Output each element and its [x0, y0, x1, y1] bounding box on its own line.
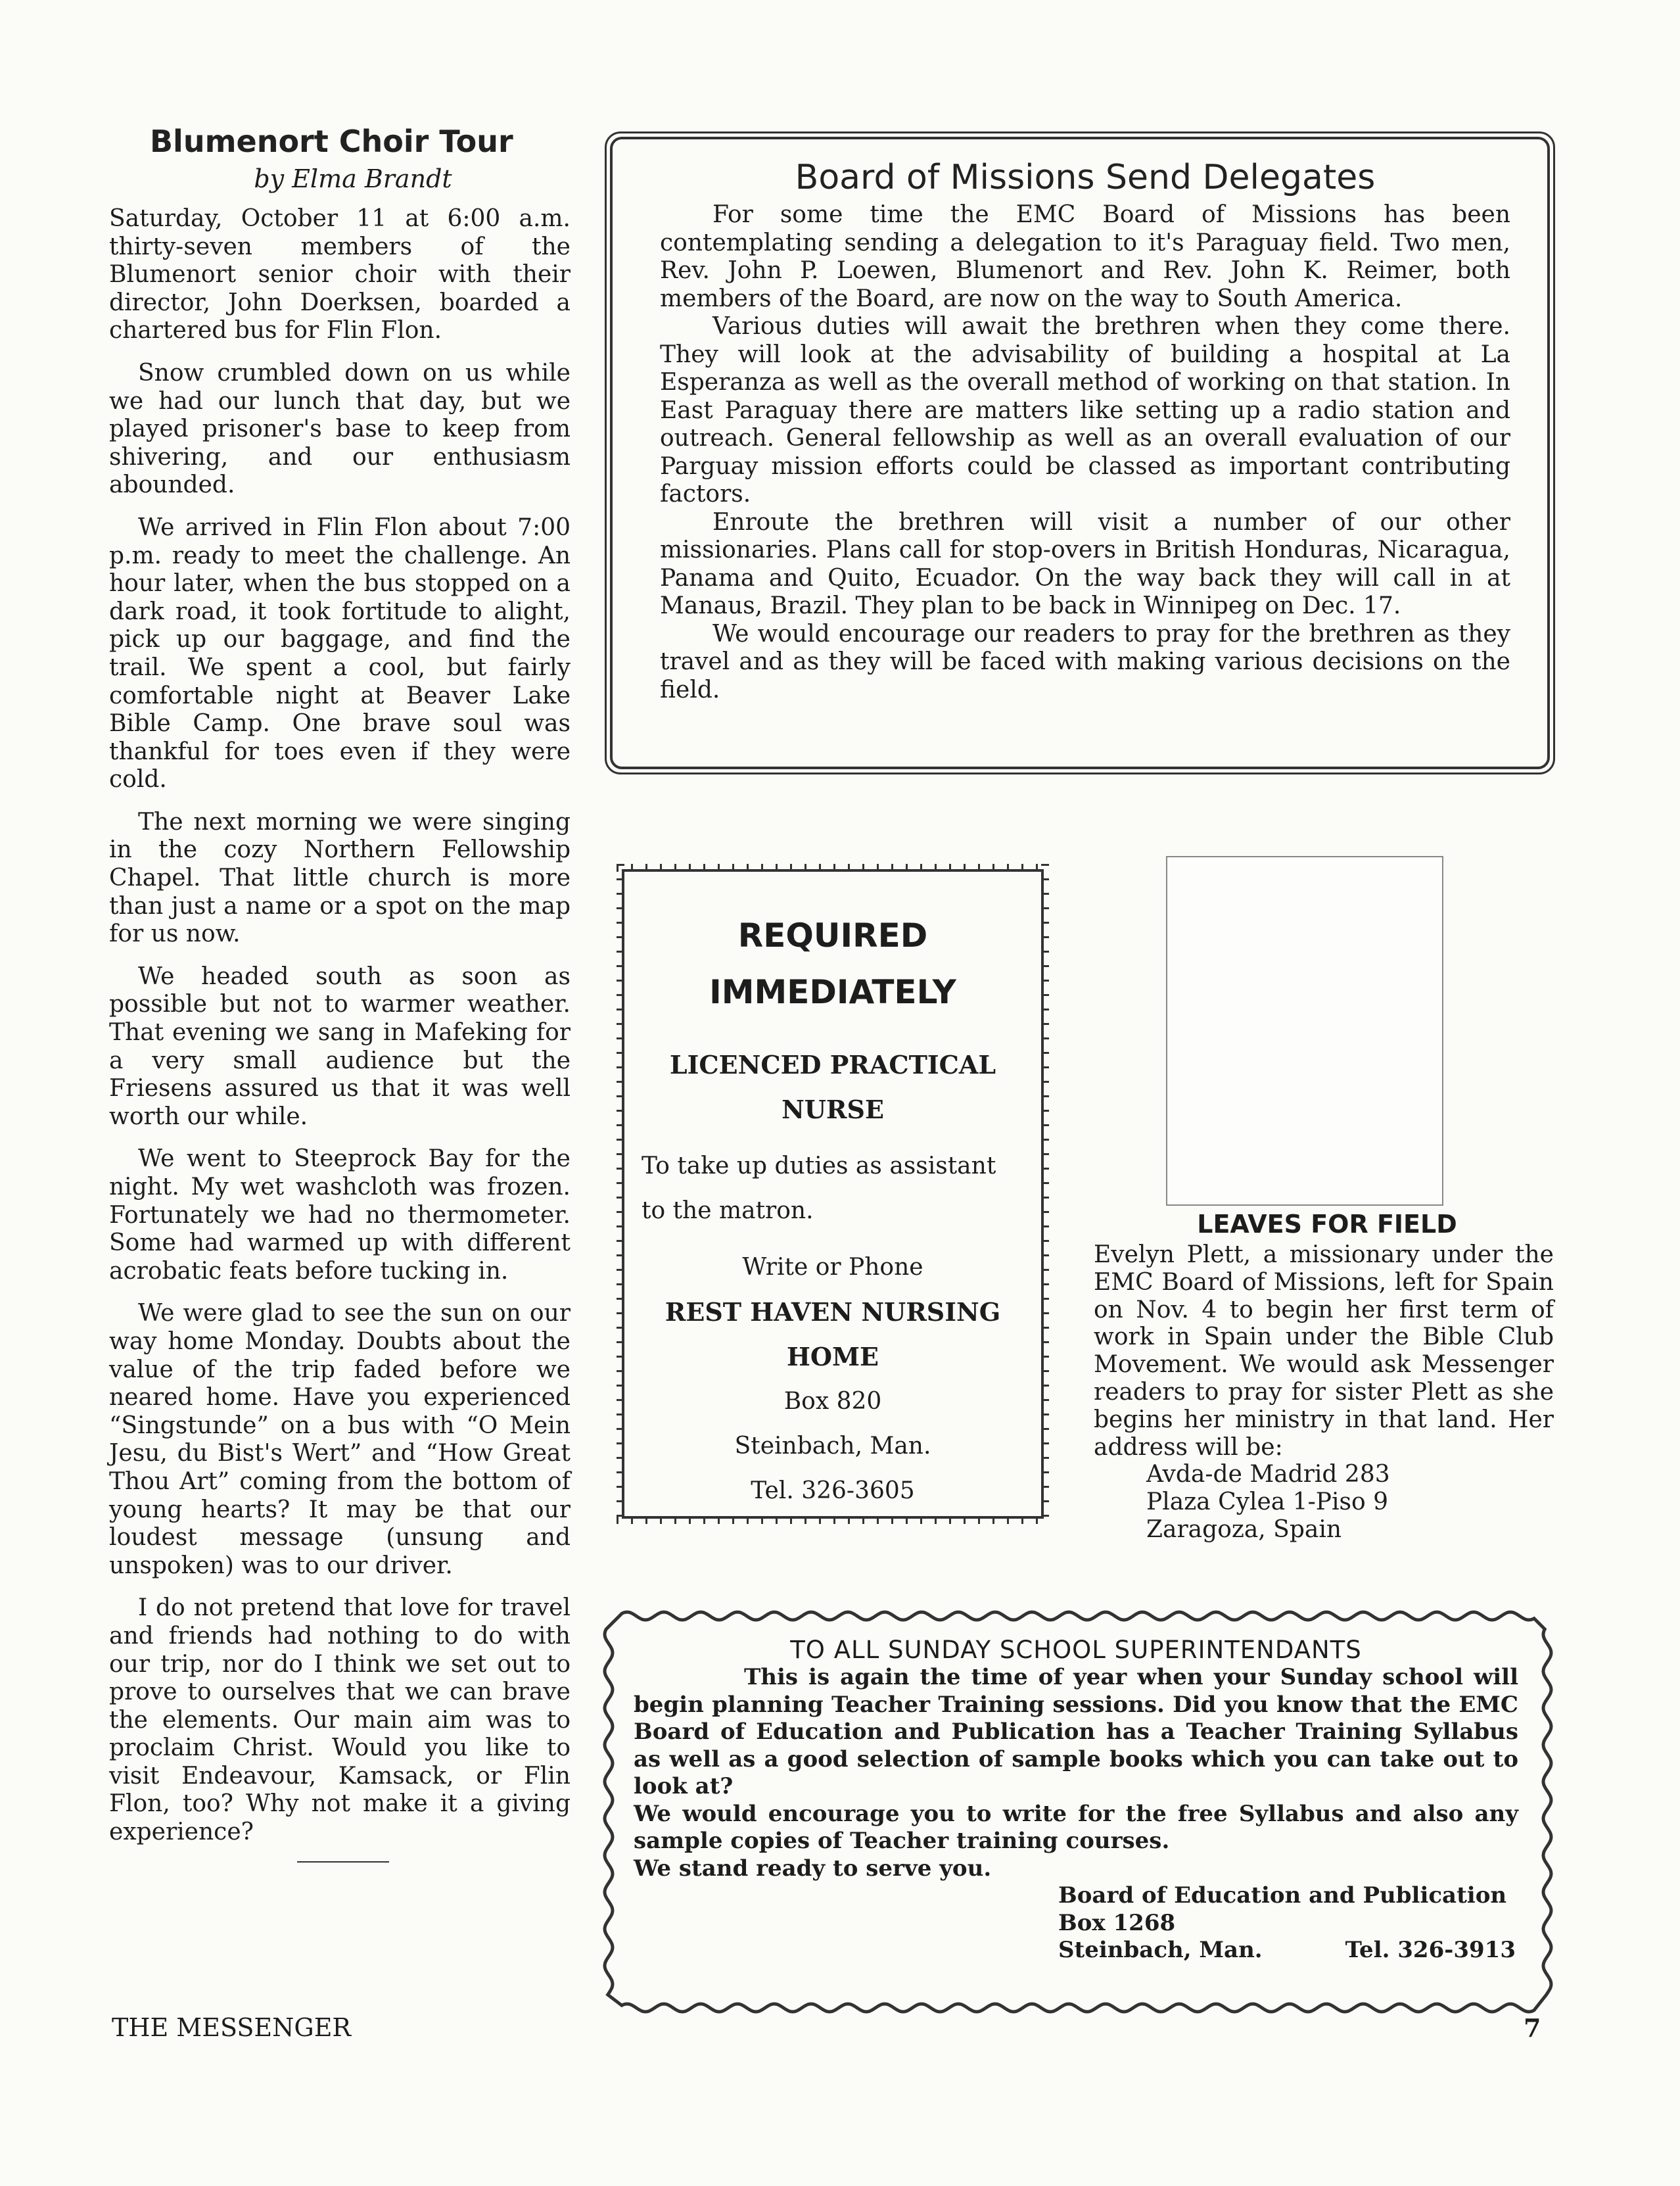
- missions-paragraph: We would encourage our readers to pray for the brethren as they travel and as they will be faced with making various decisions on the field.: [660, 620, 1510, 703]
- ad-box: Box 820: [783, 1388, 882, 1415]
- article-paragraph: We went to Steeprock Bay for the night. My wet washcloth was frozen. Fortunately we had no thermometer. Some had warmed up with different acrobatic feats before tucking in.: [109, 1145, 571, 1285]
- signature-org: Board of Education and Publication: [1058, 1882, 1507, 1909]
- article-paragraph: The next morning we were singing in the cozy Northern Fellowship Chapel. That little church is more than just a name or a spot on the map for us now.: [109, 808, 571, 948]
- ad-headline: IMMEDIATELY: [709, 973, 956, 1011]
- ad-org: HOME: [786, 1342, 879, 1371]
- publication-name: THE MESSENGER: [112, 2013, 352, 2042]
- ad-contact: Write or Phone: [742, 1254, 923, 1281]
- page-number: 7: [1524, 2013, 1541, 2043]
- ad-duty: To take up duties as assistant: [642, 1152, 996, 1179]
- nurse-advertisement: [607, 855, 1058, 1533]
- address-line: Avda-de Madrid 283: [1146, 1461, 1390, 1488]
- missions-paragraph: For some time the EMC Board of Missions has been contemplating sending a delegation to it's Paraguay field. Two men, Rev. John P. Loewen, Blumenort and Rev. John K. Reimer, both members of the Board, are now on the way to South America.: [660, 201, 1510, 312]
- missions-paragraph: Enroute the brethren will visit a number of our other missionaries. Plans call for stop-overs in British Honduras, Nicaragua, Panama and Quito, Ecuador. On the way back they will call in at Manaus, Brazil. They plan to be back in Winnipeg on Dec. 17.: [660, 508, 1510, 619]
- end-rule: [297, 1861, 389, 1863]
- article-paragraph: Saturday, October 11 at 6:00 a.m. thirty-seven members of the Blumenort senior choir with their director, John Doerksen, boarded a chartered bus for Flin Flon.: [109, 205, 571, 345]
- notice-paragraph: We would encourage you to write for the free Syllabus and also any sample copies of Teacher training courses.: [634, 1800, 1518, 1854]
- address-line: Zaragoza, Spain: [1146, 1515, 1342, 1543]
- ad-city: Steinbach, Man.: [734, 1433, 931, 1460]
- notice-paragraph: We stand ready to serve you.: [634, 1855, 992, 1882]
- notice-paragraph: This is again the time of year when your Sunday school will begin planning Teacher Training sessions. Did you know that the EMC Board of Education and Publication has a Teacher Training Syllabus as well as a good selection of sample books which you can take out to look at?: [634, 1664, 1518, 1799]
- ad-position: NURSE: [782, 1095, 884, 1124]
- signature-city: Steinbach, Man.: [1058, 1937, 1263, 1963]
- ad-headline: REQUIRED: [737, 916, 928, 955]
- leaves-for-field-article: [1094, 1210, 1554, 1544]
- missions-title: Board of Missions Send Delegates: [795, 158, 1376, 197]
- missionary-photo-placeholder: [1166, 856, 1443, 1206]
- signature-tel: Tel. 326-3913: [1345, 1937, 1516, 1963]
- choir-tour-article: [109, 124, 571, 1863]
- ad-position: LICENCED PRACTICAL: [669, 1050, 996, 1080]
- leaves-body: Evelyn Plett, a missionary under the EMC Board of Missions, left for Spain on Nov. 4 to begin her first term of work in Spain under the Bible Club Movement. We would ask Messenger readers to pray for sister Plett as she begins her ministry in that land. Her address will be:: [1094, 1241, 1554, 1461]
- article-paragraph: We headed south as soon as possible but not to warmer weather. That evening we sang in Mafeking for a very small audience but the Friesens assured us that it was well worth our while.: [109, 962, 571, 1130]
- article-paragraph: We were glad to see the sun on our way home Monday. Doubts about the value of the trip faded before we neared home. Have you experienced “Singstunde” on a bus with “O Mein Jesu, du Bist's Wert” and “How Great Thou Art” coming from the bottom of young hearts? It may be that our loudest message (unsung and unspoken) was to our driver.: [109, 1300, 571, 1579]
- article-title: Blumenort Choir Tour: [150, 124, 513, 159]
- ad-org: REST HAVEN NURSING: [665, 1297, 1001, 1327]
- article-paragraph: We arrived in Flin Flon about 7:00 p.m. ready to meet the challenge. An hour later, when the bus stopped on a dark road, it took fortitude to alight, pick up our baggage, and find the trail. We spent a cool, but fairly comfortable night at Beaver Lake Bible Camp. One brave soul was thankful for toes even if they were cold.: [109, 513, 571, 794]
- notice-signature: [634, 1882, 1518, 1964]
- missions-article-box: [610, 137, 1550, 769]
- leaves-title: LEAVES FOR FIELD: [1197, 1210, 1457, 1239]
- article-paragraph: Snow crumbled down on us while we had our lunch that day, but we played prisoner's base to keep from shivering, and our enthusiasm abounded.: [109, 359, 571, 499]
- missions-paragraph: Various duties will await the brethren when they come there. They will look at the advisability of building a hospital at La Esperanza as well as the overall method of working on that station. In East Paraguay there are matters like setting up a radio station and outreach. General fellowship as well as an overall evaluation of our Parguay mission efforts could be classed as important contributing factors.: [660, 313, 1510, 508]
- signature-box: Box 1268: [1058, 1909, 1176, 1936]
- address-line: Plaza Cylea 1-Piso 9: [1146, 1488, 1388, 1516]
- notice-title: TO ALL SUNDAY SCHOOL SUPERINTENDANTS: [790, 1636, 1362, 1664]
- sunday-school-notice: [599, 1607, 1556, 2017]
- ad-duty: to the matron.: [642, 1197, 814, 1224]
- article-paragraph: I do not pretend that love for travel and friends had nothing to do with our trip, nor do I think we set out to prove to ourselves that we can brave the elements. Our main aim was to proclaim Christ. Would you like to visit Endeavour, Kamsack, or Flin Flon, too? Why not make it a giving experience?: [109, 1594, 571, 1846]
- article-byline: by Elma Brandt: [254, 164, 452, 193]
- ad-tel: Tel. 326-3605: [751, 1477, 915, 1504]
